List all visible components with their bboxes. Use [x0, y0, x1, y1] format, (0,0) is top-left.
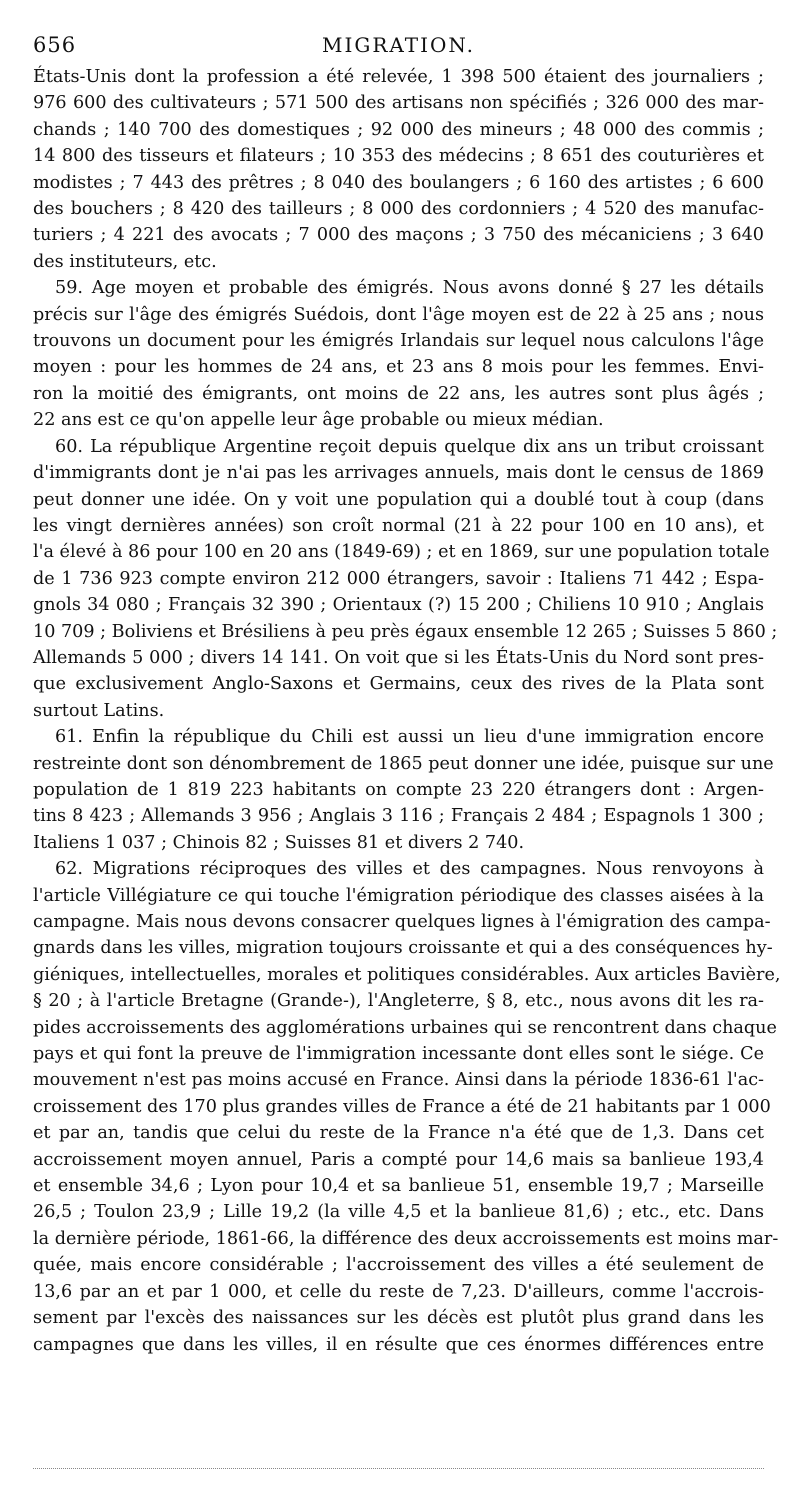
text-line: 13,6 par an et par 1 000, et celle du reste de 7,23. D'ailleurs, comme l'accrois-: [33, 1281, 764, 1302]
text-line: la dernière période, 1861-66, la différence des deux accroissements est moins mar-: [33, 1228, 779, 1249]
text-line: 14 800 des tisseurs et filateurs ; 10 353 des médecins ; 8 651 des couturières et: [33, 146, 764, 167]
text-line: précis sur l'âge des émigrés Suédois, dont l'âge moyen est de 22 à 25 ans ; nous: [33, 304, 764, 325]
page-header: [33, 33, 764, 61]
text-line: peut donner une idée. On y voit une population qui a doublé tout à coup (dans: [33, 489, 764, 510]
section-62-heading-line: 62. Migrations réciproques des villes et des campagnes. Nous renvoyons à: [55, 859, 764, 880]
text-line: ron la moitié des émigrants, ont moins de 22 ans, les autres sont plus âgés ;: [33, 383, 764, 404]
text-line: sement par l'excès des naissances sur les décès est plutôt plus grand dans les: [33, 1308, 764, 1329]
text-line: Allemands 5 000 ; divers 14 141. On voit que si les États-Unis du Nord sont pres-: [33, 647, 764, 668]
text-line: population de 1 819 223 habitants on compte 23 220 étrangers dont : Argen-: [33, 779, 764, 800]
text-line: pays et qui font la preuve de l'immigration incessante dont elles sont le siége. Ce: [33, 1044, 764, 1065]
text-line: l'article Villégiature ce qui touche l'émigration périodique des classes aisées à la: [33, 885, 764, 906]
text-line: campagne. Mais nous devons consacrer quelques lignes à l'émigration des campa-: [33, 912, 771, 932]
text-line: 26,5 ; Toulon 23,9 ; Lille 19,2 (la ville 4,5 et la banlieue 81,6) ; etc., etc. Dans: [33, 1202, 764, 1223]
running-title: MIGRATION.: [322, 33, 475, 57]
text-line: 22 ans est ce qu'on appelle leur âge probable ou mieux médian.: [33, 410, 604, 431]
text-line: gnards dans les villes, migration toujours croissante et qui a des conséquences hy-: [33, 938, 773, 959]
text-line: des instituteurs, etc.: [33, 251, 217, 272]
section-61-heading-line: 61. Enfin la république du Chili est aussi un lieu d'une immigration encore: [55, 727, 764, 748]
text-line: de 1 736 923 compte environ 212 000 étrangers, savoir : Italiens 71 442 ; Espa-: [33, 568, 764, 589]
text-line: accroissement moyen annuel, Paris a compté pour 14,6 mais sa banlieue 193,4: [33, 1149, 764, 1170]
text-line: 976 600 des cultivateurs ; 571 500 des artisans non spécifiés ; 326 000 des mar-: [33, 93, 764, 114]
body-text: [33, 64, 781, 1358]
text-line: que exclusivement Anglo-Saxons et Germains, ceux des rives de la Plata sont: [33, 674, 764, 695]
text-line: l'a élevé à 86 pour 100 en 20 ans (1849-69) ; et en 1869, sur une population totale: [33, 542, 770, 563]
text-line: turiers ; 4 221 des avocats ; 7 000 des maçons ; 3 750 des mécaniciens ; 3 640: [33, 225, 764, 246]
text-line: croissement des 170 plus grandes villes de France a été de 21 habitants par 1 000: [33, 1096, 771, 1117]
text-line: campagnes que dans les villes, il en résulte que ces énormes différences entre: [33, 1334, 764, 1355]
text-line: les vingt dernières années) son croît normal (21 à 22 pour 100 en 10 ans), et: [33, 515, 764, 536]
page-number: 656: [33, 33, 77, 57]
text-line: mouvement n'est pas moins accusé en France. Ainsi dans la période 1836-61 l'ac-: [33, 1070, 764, 1091]
text-line: États-Unis dont la profession a été relevée, 1 398 500 étaient des journaliers ;: [33, 67, 764, 87]
text-line: gnols 34 080 ; Français 32 390 ; Orientaux (?) 15 200 ; Chiliens 10 910 ; Anglais: [33, 595, 764, 616]
text-line: restreinte dont son dénombrement de 1865 peut donner une idée, puisque sur une: [33, 753, 774, 774]
section-60-heading-line: 60. La république Argentine reçoit depuis quelque dix ans un tribut croissant: [55, 436, 764, 457]
text-line: modistes ; 7 443 des prêtres ; 8 040 des boulangers ; 6 160 des artistes ; 6 600: [33, 172, 764, 193]
text-line: Italiens 1 037 ; Chinois 82 ; Suisses 81 et divers 2 740.: [33, 832, 525, 853]
text-line: chands ; 140 700 des domestiques ; 92 000 des mineurs ; 48 000 des commis ;: [33, 119, 764, 140]
text-line: d'immigrants dont je n'ai pas les arrivages annuels, mais dont le census de 1869: [33, 463, 764, 484]
text-line: et ensemble 34,6 ; Lyon pour 10,4 et sa banlieue 51, ensemble 19,7 ; Marseille: [33, 1176, 764, 1197]
text-line: et par an, tandis que celui du reste de la France n'a été que de 1,3. Dans cet: [33, 1123, 764, 1144]
text-line: quée, mais encore considérable ; l'accroissement des villes a été seulement de: [33, 1255, 764, 1276]
text-line: tins 8 423 ; Allemands 3 956 ; Anglais 3 116 ; Français 2 484 ; Espagnols 1 300 ;: [33, 806, 764, 827]
text-line: moyen : pour les hommes de 24 ans, et 23 ans 8 mois pour les femmes. Envi-: [33, 357, 764, 378]
text-line: trouvons un document pour les émigrés Irlandais sur lequel nous calculons l'âge: [33, 331, 764, 352]
text-line: giéniques, intellectuelles, morales et politiques considérables. Aux articles Bavière,: [33, 964, 781, 985]
text-line: surtout Latins.: [33, 700, 165, 721]
text-line: 10 709 ; Boliviens et Brésiliens à peu près égaux ensemble 12 265 ; Suisses 5 860 ;: [33, 621, 778, 642]
text-line: § 20 ; à l'article Bretagne (Grande-), l'Angleterre, § 8, etc., nous avons dit les ra-: [33, 991, 764, 1012]
footer-dotted-rule: [33, 1468, 764, 1469]
section-59-heading-line: 59. Age moyen et probable des émigrés. Nous avons donné § 27 les détails: [55, 278, 764, 299]
text-line: pides accroissements des agglomérations urbaines qui se rencontrent dans chaque: [33, 1017, 777, 1038]
text-line: des bouchers ; 8 420 des tailleurs ; 8 000 des cordonniers ; 4 520 des manufac-: [33, 199, 764, 220]
